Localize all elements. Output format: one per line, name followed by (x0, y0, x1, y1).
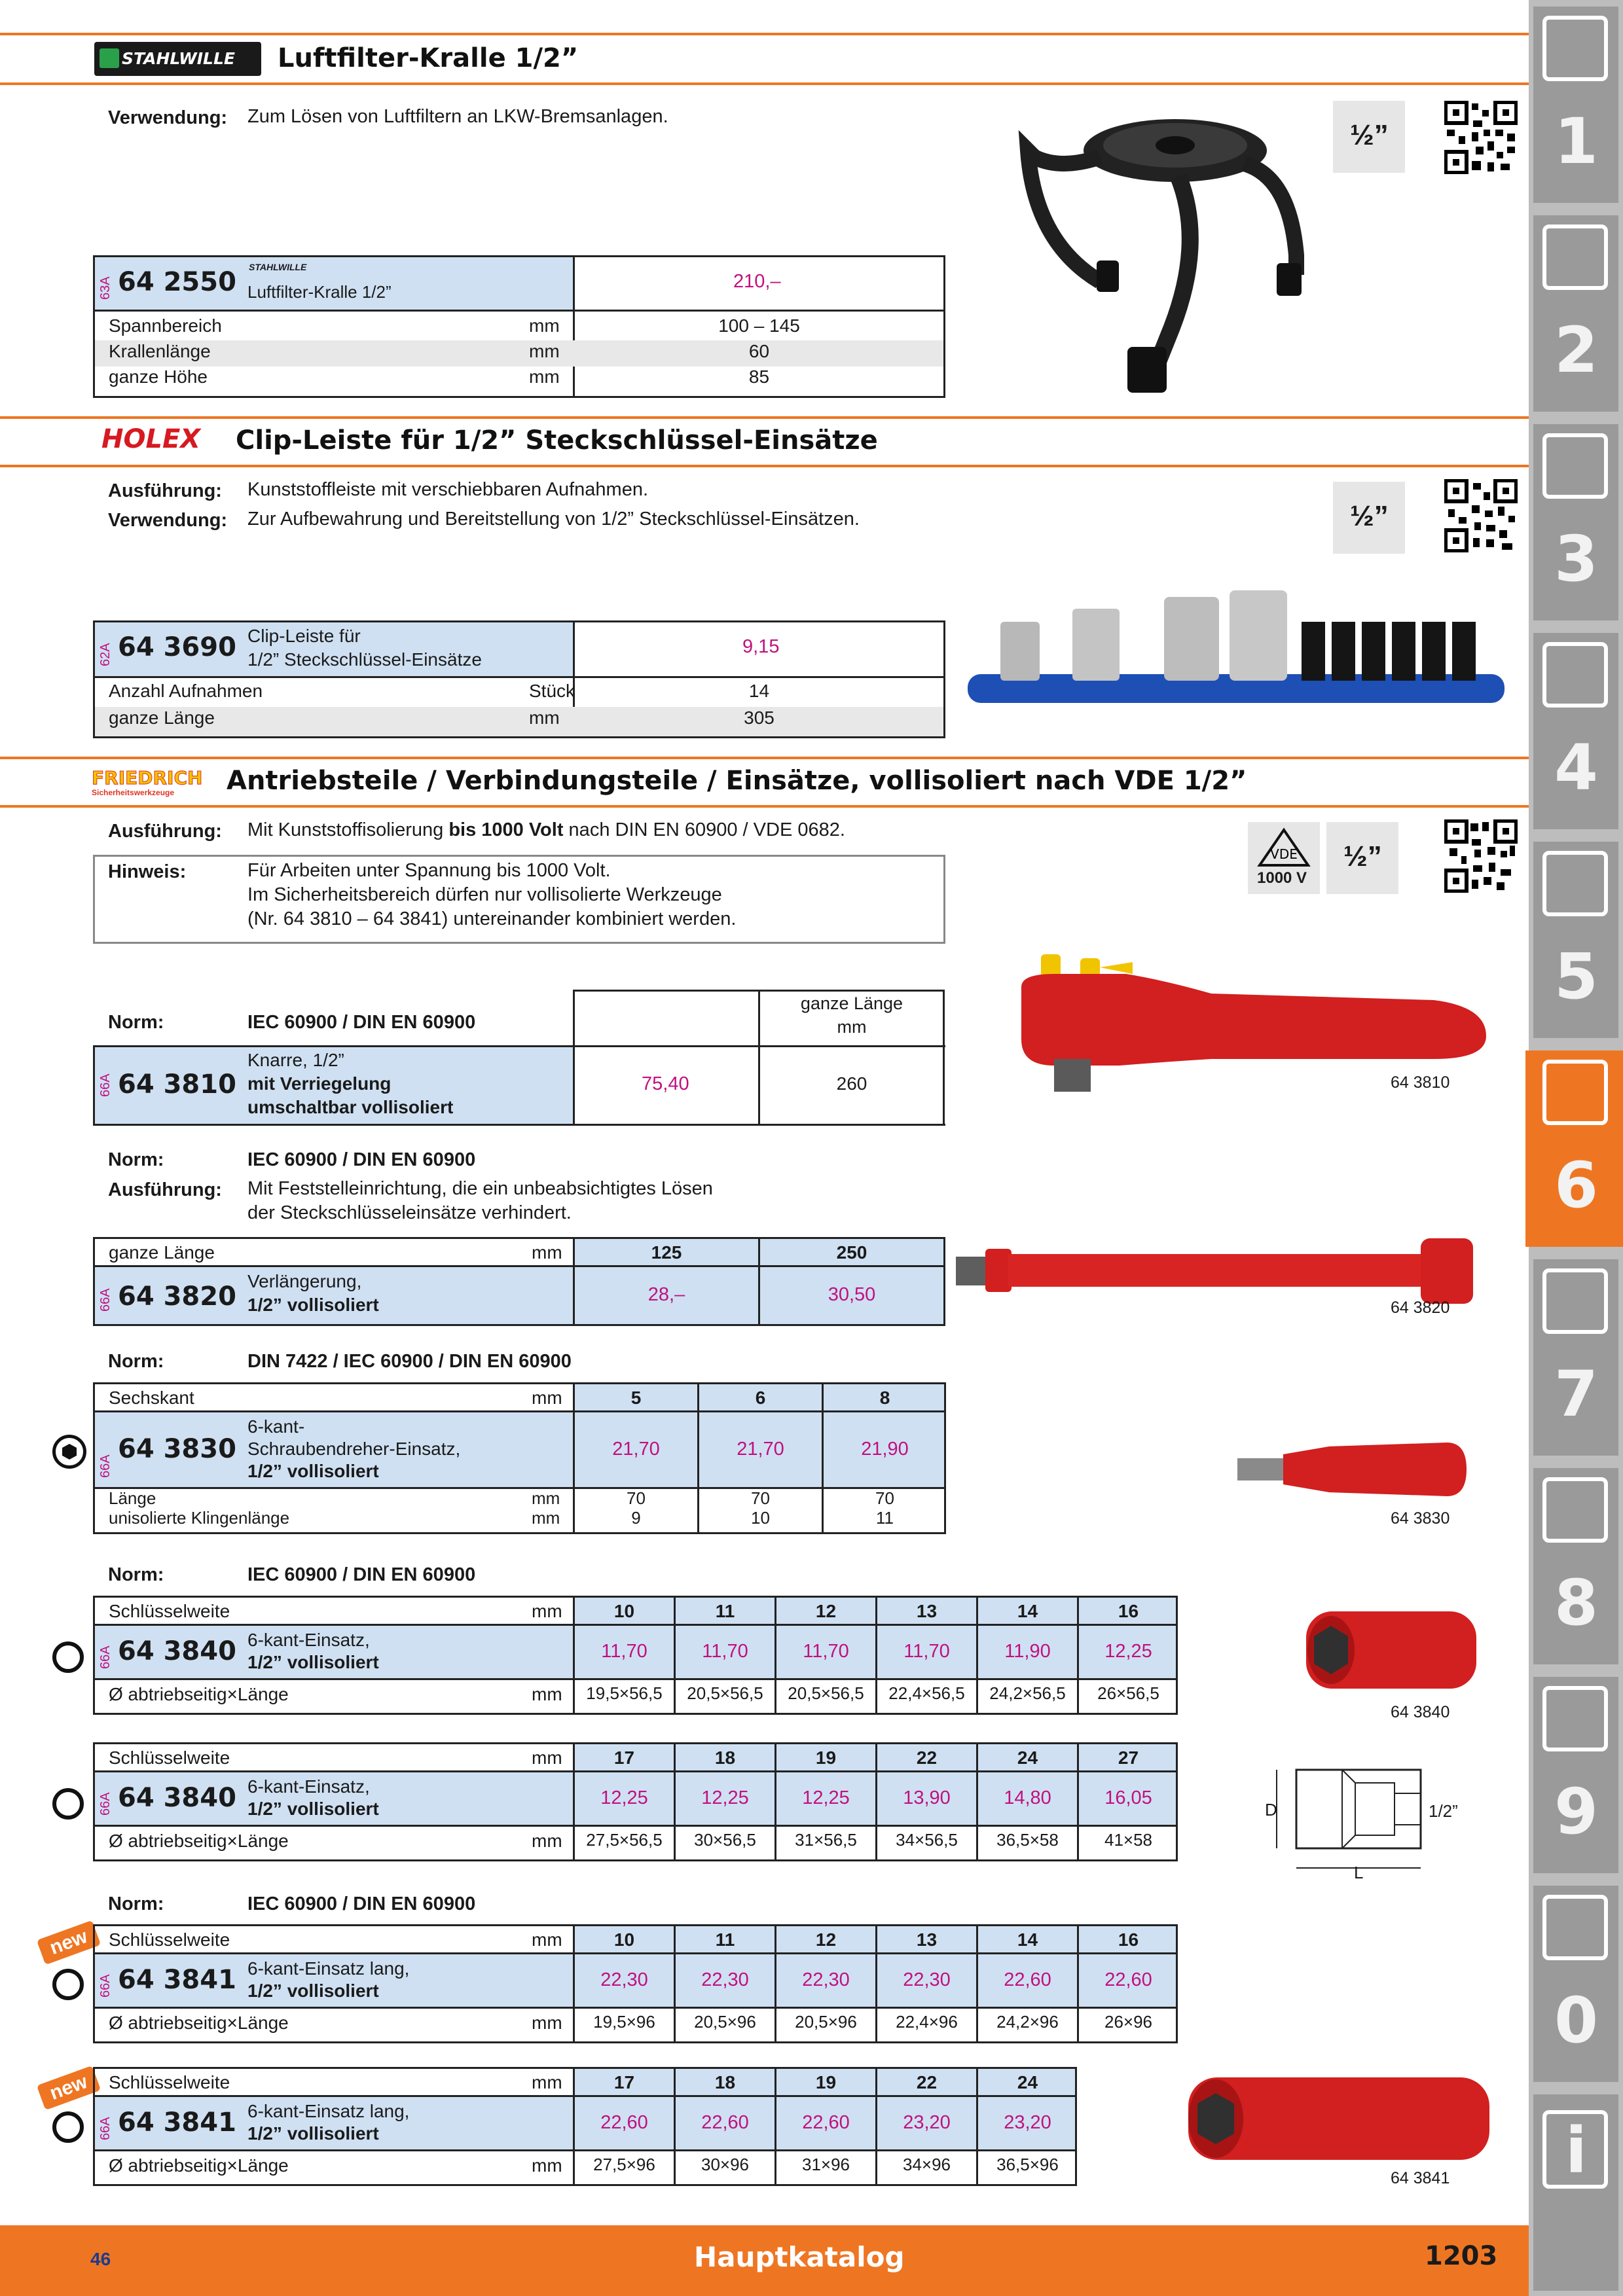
clip-rail-image (968, 576, 1504, 707)
section-title: Luftfilter-Kralle 1/2” (278, 43, 579, 73)
dimension-value: 22,4×96 (896, 2012, 958, 2032)
row-value: 70 (875, 1488, 894, 1508)
section-divider (0, 805, 1529, 808)
chapter-icon (1542, 1895, 1608, 1960)
insulated-long-socket-image (1182, 2071, 1496, 2166)
product-name: 6-kant-Einsatz, (247, 1630, 370, 1650)
chapter-number: i (1565, 2114, 1587, 2187)
product-name: Knarre, 1/2” (247, 1050, 344, 1070)
product-name: 6-kant-Einsatz lang, (247, 2101, 410, 2121)
size-value: 16 (1118, 1601, 1139, 1621)
size-value: 19 (815, 2072, 837, 2092)
price: 22,60 (802, 2112, 850, 2133)
price: 23,20 (1004, 2112, 1051, 2133)
air-filter-wrench-image (1008, 111, 1316, 399)
row-unit: mm (532, 1508, 560, 1528)
holex-logo: HOLEX (101, 424, 201, 454)
brand-name: STAHLWILLE (122, 49, 235, 68)
dimension-value: 22,4×56,5 (888, 1683, 965, 1703)
norm-label: Norm: (108, 1012, 164, 1033)
column-unit: mm (837, 1017, 867, 1037)
article-number: 64 3840 (118, 1783, 236, 1813)
note-label: Hinweis: (108, 861, 187, 882)
row-value: 70 (627, 1488, 646, 1508)
spec-label: Spannbereich (109, 315, 222, 336)
product-name: umschaltbar vollisoliert (247, 1097, 454, 1117)
dimension-value: 30×96 (701, 2155, 750, 2174)
image-caption: 64 3840 (1391, 1703, 1450, 1721)
chapter-icon (1542, 433, 1608, 499)
price-group: 66A (98, 1792, 113, 1816)
article-number: 64 3841 (118, 2108, 236, 2138)
spec-label: ganze Länge (109, 708, 215, 728)
chapter-number: 8 (1554, 1566, 1598, 1640)
norm-value: IEC 60900 / DIN EN 60900 (247, 1893, 476, 1914)
row-value: 10 (751, 1508, 770, 1528)
product-name: 6-kant-Einsatz, (247, 1776, 370, 1797)
price: 21,90 (861, 1439, 909, 1460)
price: 16,05 (1104, 1787, 1152, 1808)
price-group: 63A (98, 276, 113, 300)
dimension-value: 19,5×96 (593, 2012, 655, 2032)
new-badge: new (37, 1920, 101, 1965)
hex-socket-icon (52, 1969, 84, 2000)
size-value: 22 (916, 1748, 938, 1768)
spec-value: 14 (748, 681, 770, 701)
spec-value: 305 (744, 708, 775, 728)
price-group: 66A (98, 1288, 113, 1312)
chapter-icon (1542, 851, 1608, 916)
design-text: Mit Feststelleinrichtung, die ein unbeabsichtigtes Lösen (247, 1178, 713, 1199)
brand-small: STAHLWILLE (249, 262, 307, 272)
design-text: Kunststoffleiste mit verschiebbaren Aufnahmen. (247, 479, 649, 500)
norm-value: IEC 60900 / DIN EN 60900 (247, 1149, 476, 1170)
design-text: Mit Kunststoffisolierung bis 1000 Volt nach DIN EN 60900 / VDE 0682. (247, 819, 845, 840)
row-unit: mm (532, 1831, 562, 1851)
product-name: 1/2” Steckschlüssel-Einsätze (247, 649, 482, 670)
product-name: 1/2” vollisoliert (247, 2123, 379, 2144)
chapter-icon (1542, 1060, 1608, 1125)
section-divider (0, 33, 1529, 35)
dimension-value: 26×56,5 (1097, 1683, 1159, 1703)
note-line: Für Arbeiten unter Spannung bis 1000 Volt. (247, 860, 611, 881)
article-number: 64 2550 (118, 267, 236, 297)
image-caption: 64 3830 (1391, 1509, 1450, 1528)
article-number: 64 3690 (118, 632, 236, 662)
price: 12,25 (701, 1787, 749, 1808)
size-value: 24 (1017, 2072, 1038, 2092)
usage-label: Verwendung: (108, 107, 228, 128)
friedrich-logo: FRIEDRICH Sicherheitswerkzeuge (92, 767, 203, 797)
row-value: 70 (751, 1488, 770, 1508)
spec-unit: mm (529, 341, 560, 361)
price-group: 66A (98, 1974, 113, 1998)
price: 22,60 (600, 2112, 648, 2133)
usage-label: Verwendung: (108, 510, 228, 531)
dimension-value: 26×96 (1104, 2012, 1153, 2032)
dimension-label: Ø abtriebseitig×Länge (109, 1831, 289, 1851)
price: 22,60 (701, 2112, 749, 2133)
norm-label: Norm: (108, 1893, 164, 1914)
dimension-value: 20,5×56,5 (788, 1683, 864, 1703)
chapter-number: 9 (1554, 1775, 1598, 1848)
dimension-value: 27,5×56,5 (586, 1830, 663, 1850)
size-value: 11 (715, 1601, 735, 1621)
spec-unit: Stück (529, 681, 575, 701)
row-label: Länge (109, 1488, 156, 1508)
article-number: 64 3810 (118, 1069, 236, 1100)
drive-size-badge: ½” (1326, 822, 1398, 894)
norm-value: IEC 60900 / DIN EN 60900 (247, 1564, 476, 1585)
row-unit: mm (532, 2013, 562, 2033)
size-value: 22 (916, 2072, 938, 2092)
price: 22,30 (802, 1969, 850, 1990)
dimension-value: 20,5×96 (795, 2012, 857, 2032)
spec-value: 100 – 145 (718, 315, 800, 336)
price: 13,90 (903, 1787, 951, 1808)
price-group: 66A (98, 2117, 113, 2140)
norm-label: Norm: (108, 1564, 164, 1585)
row-value: 9 (631, 1508, 641, 1528)
price: 11,70 (702, 1641, 748, 1662)
stahlwille-logo (94, 42, 261, 76)
price: 21,70 (612, 1439, 660, 1460)
row-unit: mm (532, 1388, 562, 1408)
size-value: 10 (613, 1601, 635, 1621)
spec-value: 60 (748, 341, 770, 361)
dimension-value: 31×56,5 (795, 1830, 857, 1850)
price: 22,30 (701, 1969, 749, 1990)
dimension-value: 24,2×56,5 (989, 1683, 1066, 1703)
norm-value: DIN 7422 / IEC 60900 / DIN EN 60900 (247, 1351, 572, 1372)
price-group: 66A (98, 1073, 113, 1097)
row-unit: mm (532, 1684, 562, 1704)
article-number: 64 3840 (118, 1636, 236, 1666)
dimension-value: 19,5×56,5 (586, 1683, 663, 1703)
footer-page-number: 1203 (1425, 2241, 1498, 2271)
design-label: Ausführung: (108, 821, 222, 842)
row-label: Schlüsselweite (109, 1601, 230, 1621)
product-name: Luftfilter-Kralle 1/2” (247, 282, 392, 302)
size-value: 250 (836, 1242, 867, 1263)
price: 12,25 (1104, 1641, 1152, 1662)
usage-text: Zum Lösen von Luftfiltern an LKW-Bremsanlagen. (247, 106, 668, 127)
price: 22,60 (1104, 1969, 1152, 1990)
price: 9,15 (742, 636, 780, 657)
spec-label: Anzahl Aufnahmen (109, 681, 263, 701)
size-value: 17 (613, 1748, 635, 1768)
row-label: ganze Länge (109, 1242, 215, 1263)
insulated-hex-bit-socket-image (1237, 1440, 1467, 1499)
dimension-value: 41×58 (1104, 1830, 1153, 1850)
chapter-icon (1542, 1477, 1608, 1543)
size-value: 125 (651, 1242, 682, 1263)
design-label: Ausführung: (108, 480, 222, 501)
price: 75,40 (642, 1073, 689, 1094)
hex-socket-icon (52, 1641, 84, 1673)
section-divider (0, 82, 1529, 85)
drive-size-badge: ½” (1333, 101, 1405, 173)
insulated-socket-image (1300, 1607, 1483, 1693)
price: 11,90 (1004, 1641, 1051, 1662)
price-group: 66A (98, 1645, 113, 1669)
row-label: Sechskant (109, 1388, 194, 1408)
note-line: (Nr. 64 3810 – 64 3841) untereinander kombiniert werden. (247, 908, 737, 929)
size-value: 13 (916, 1601, 938, 1621)
norm-label: Norm: (108, 1149, 164, 1170)
size-value: 16 (1118, 1929, 1139, 1950)
size-value: 14 (1017, 1929, 1038, 1950)
row-label: Schlüsselweite (109, 2072, 230, 2092)
product-name: 1/2” vollisoliert (247, 1799, 379, 1819)
product-name: 1/2” vollisoliert (247, 1461, 379, 1481)
row-value: 11 (876, 1508, 894, 1528)
article-number: 64 3841 (118, 1965, 236, 1995)
dimension-value: 36,5×96 (996, 2155, 1059, 2174)
product-name: mit Verriegelung (247, 1073, 392, 1094)
hex-socket-icon (52, 2111, 84, 2143)
product-name: Clip-Leiste für (247, 626, 361, 646)
row-label: Schlüsselweite (109, 1929, 230, 1950)
row-label: unisolierte Klingenlänge (109, 1508, 290, 1528)
row-unit: mm (532, 1488, 560, 1508)
product-name: Verlängerung, (247, 1271, 362, 1291)
size-value: 6 (755, 1388, 766, 1408)
image-caption: 64 3810 (1391, 1073, 1450, 1092)
product-name: 1/2” vollisoliert (247, 1295, 379, 1315)
norm-label: Norm: (108, 1351, 164, 1372)
dimension-value: 27,5×96 (593, 2155, 655, 2174)
product-name: Schraubendreher-Einsatz, (247, 1439, 461, 1459)
hex-bit-icon (52, 1435, 86, 1469)
size-value: 13 (916, 1929, 938, 1950)
row-unit: mm (532, 1929, 562, 1950)
spec-value: 85 (748, 367, 770, 387)
image-caption: 64 3841 (1391, 2169, 1450, 2187)
socket-dimension-drawing: D L 1/2” (1257, 1757, 1473, 1881)
size-value: 12 (815, 1601, 837, 1621)
price: 12,25 (600, 1787, 648, 1808)
row-unit: mm (532, 1748, 562, 1768)
dimension-value: 30×56,5 (694, 1830, 756, 1850)
length-value: 260 (836, 1073, 867, 1094)
product-name: 6-kant- (247, 1416, 305, 1437)
size-value: 8 (879, 1388, 890, 1408)
dimension-value: 20,5×96 (694, 2012, 756, 2032)
chapter-icon (1542, 1686, 1608, 1751)
spec-unit: mm (529, 367, 560, 387)
size-value: 17 (613, 2072, 635, 2092)
size-value: 12 (815, 1929, 837, 1950)
price: 11,70 (803, 1641, 849, 1662)
row-unit: mm (532, 2155, 562, 2176)
norm-value: IEC 60900 / DIN EN 60900 (247, 1012, 476, 1033)
price: 11,70 (903, 1641, 950, 1662)
row-unit: mm (532, 1242, 562, 1263)
new-badge: new (37, 2066, 101, 2110)
note-line: Im Sicherheitsbereich dürfen nur vollisolierte Werkzeuge (247, 884, 722, 905)
qr-code-icon (1444, 819, 1518, 893)
dimension-value: 34×56,5 (896, 1830, 958, 1850)
size-value: 18 (714, 1748, 736, 1768)
dimension-value: 34×96 (902, 2155, 951, 2174)
size-value: 5 (630, 1388, 642, 1408)
insulated-extension-image (949, 1230, 1493, 1309)
dimension-value: 31×96 (801, 2155, 850, 2174)
section-title: Antriebsteile / Verbindungsteile / Einsätze, vollisoliert nach VDE 1/2” (227, 766, 1247, 796)
size-value: 24 (1017, 1748, 1038, 1768)
price: 22,30 (600, 1969, 648, 1990)
chapter-icon (1542, 224, 1608, 290)
chapter-number: 0 (1554, 1984, 1598, 2057)
chapter-number: 6 (1554, 1149, 1598, 1222)
spec-label: Krallenlänge (109, 341, 211, 361)
chapter-number: 4 (1554, 731, 1598, 804)
chapter-number: 5 (1554, 940, 1598, 1013)
row-unit: mm (532, 2072, 562, 2092)
image-caption: 64 3820 (1391, 1299, 1450, 1317)
section-divider (0, 416, 1529, 419)
article-number: 64 3830 (118, 1434, 236, 1464)
section-title: Clip-Leiste für 1/2” Steckschlüssel-Einsätze (236, 425, 878, 456)
svg-text:VDE: VDE (1270, 846, 1298, 862)
dimension-label: Ø abtriebseitig×Länge (109, 1684, 289, 1704)
qr-code-icon (1444, 479, 1518, 552)
chapter-number: 3 (1554, 522, 1598, 596)
spec-unit: mm (529, 315, 560, 336)
size-value: 11 (715, 1929, 735, 1950)
design-label: Ausführung: (108, 1179, 222, 1200)
price: 30,50 (828, 1284, 876, 1305)
chapter-icon (1542, 642, 1608, 708)
product-name: 6-kant-Einsatz lang, (247, 1958, 410, 1979)
price: 28,– (647, 1284, 685, 1305)
spec-label: ganze Höhe (109, 367, 208, 387)
dimension-value: 20,5×56,5 (687, 1683, 763, 1703)
price: 210,– (733, 271, 781, 292)
footer-title: Hauptkatalog (694, 2241, 905, 2273)
price: 23,20 (903, 2112, 951, 2133)
dimension-value: 36,5×58 (996, 1830, 1059, 1850)
chapter-number: 1 (1554, 105, 1598, 178)
usage-text: Zur Aufbewahrung und Bereitstellung von 1/2” Steckschlüssel-Einsätzen. (247, 509, 860, 529)
chapter-icon (1542, 1268, 1608, 1334)
product-name: 1/2” vollisoliert (247, 1652, 379, 1672)
chapter-number: 7 (1554, 1357, 1598, 1431)
row-label: Schlüsselweite (109, 1748, 230, 1768)
article-number: 64 3820 (118, 1282, 236, 1312)
price: 14,80 (1004, 1787, 1051, 1808)
product-name: 1/2” vollisoliert (247, 1981, 379, 2001)
hex-socket-icon (52, 1788, 84, 1820)
row-unit: mm (532, 1601, 562, 1621)
price: 12,25 (802, 1787, 850, 1808)
qr-code-icon (1444, 101, 1518, 174)
dimension-label: Ø abtriebseitig×Länge (109, 2013, 289, 2033)
dimension-label: Ø abtriebseitig×Länge (109, 2155, 289, 2176)
drive-size-badge: ½” (1333, 482, 1405, 554)
footer-page-left: 46 (90, 2249, 111, 2269)
column-header: ganze Länge (800, 994, 903, 1013)
price: 22,30 (903, 1969, 951, 1990)
section-divider (0, 465, 1529, 467)
design-text: der Steckschlüsseleinsätze verhindert. (247, 1202, 572, 1223)
price-group: 62A (98, 643, 113, 666)
size-value: 14 (1017, 1601, 1038, 1621)
price: 11,70 (601, 1641, 647, 1662)
chapter-icon (1542, 16, 1608, 81)
price-group: 66A (98, 1454, 113, 1478)
chapter-number: 2 (1554, 314, 1598, 387)
section-divider (0, 757, 1529, 759)
size-value: 27 (1118, 1748, 1139, 1768)
price: 21,70 (737, 1439, 784, 1460)
spec-unit: mm (529, 708, 560, 728)
price: 22,60 (1004, 1969, 1051, 1990)
size-value: 10 (613, 1929, 635, 1950)
dimension-value: 24,2×96 (996, 2012, 1059, 2032)
vde-1000v-badge: VDE 1000 V (1248, 822, 1320, 894)
size-value: 19 (815, 1748, 837, 1768)
size-value: 18 (714, 2072, 736, 2092)
